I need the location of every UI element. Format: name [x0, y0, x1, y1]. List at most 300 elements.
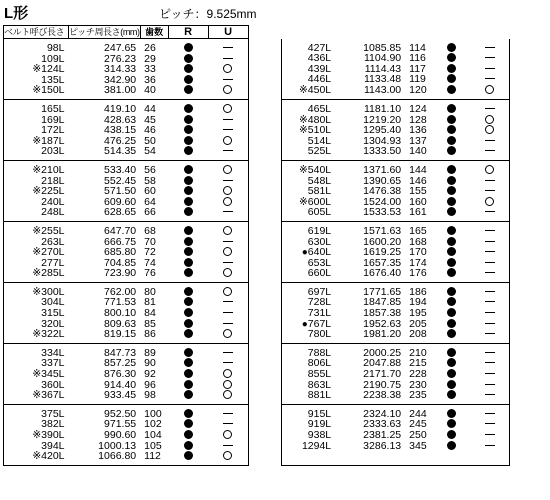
- table-row-group: [4, 39, 510, 100]
- belt-name: 806L: [307, 357, 332, 370]
- belt-name: ※187L: [32, 134, 65, 147]
- symbol-line: [168, 308, 208, 319]
- left-pitch-length-cell: [69, 282, 141, 343]
- right-belt-length-cell: [281, 343, 335, 404]
- symbol-line: [208, 85, 248, 96]
- left-pitch-length-cell: [69, 221, 141, 282]
- right-teeth-cell: [405, 282, 431, 343]
- left-belt-length-cell: [4, 221, 69, 282]
- belt-name: ※285L: [32, 267, 65, 280]
- left-r-cell: [168, 160, 208, 221]
- teeth-count: 54: [144, 145, 156, 158]
- pitch-label: ピッチ：9.525mm: [159, 7, 257, 21]
- left-u-cell: [208, 282, 248, 343]
- pitch-length: 847.73: [104, 346, 137, 359]
- filled-circle-icon: [447, 287, 456, 296]
- symbol-line: [431, 319, 471, 330]
- belt-name: ※210L: [32, 163, 65, 176]
- left-r-cell: [168, 343, 208, 404]
- belt-name: ※150L: [32, 84, 65, 97]
- dash-icon: [223, 47, 233, 48]
- symbol-line: [431, 287, 471, 298]
- pitch-length: 2381.25: [363, 429, 402, 441]
- teeth-count: 136: [409, 124, 427, 137]
- left-r-cell: [168, 99, 208, 160]
- dash-icon: [223, 352, 233, 353]
- belt-name: ※124L: [32, 63, 65, 76]
- dash-icon: [485, 211, 495, 212]
- pitch-length: 1476.38: [363, 185, 402, 198]
- pitch-length: 1857.38: [363, 307, 402, 320]
- teeth-count: 170: [409, 246, 427, 259]
- right-u-cell: [471, 282, 509, 343]
- teeth-count: 230: [409, 378, 427, 391]
- filled-circle-icon: [184, 451, 193, 460]
- symbol-line: [208, 176, 248, 187]
- filled-circle-icon: [184, 125, 193, 134]
- teeth-count: 140: [409, 145, 427, 158]
- dash-icon: [485, 413, 495, 414]
- dash-icon: [223, 413, 233, 414]
- right-belt-length-cell: [281, 39, 335, 100]
- pitch-length: 428.63: [104, 113, 137, 126]
- right-teeth-cell: [405, 343, 431, 404]
- symbol-line: [431, 237, 471, 248]
- symbol-line: [208, 390, 248, 401]
- teeth-count: 155: [409, 185, 427, 198]
- teeth-count: 74: [144, 256, 156, 269]
- pitch-length: 914.40: [104, 378, 137, 391]
- dash-icon: [223, 262, 233, 263]
- right-pitch-length-cell: [335, 282, 405, 343]
- belt-name: 165L: [41, 102, 65, 115]
- filled-circle-icon: [184, 287, 193, 296]
- pitch-length: 819.15: [104, 328, 137, 341]
- filled-circle-icon: [447, 380, 456, 389]
- filled-circle-icon: [447, 268, 456, 277]
- teeth-count: 64: [144, 195, 156, 208]
- symbol-line: [168, 287, 208, 298]
- belt-name: 919L: [307, 418, 332, 431]
- belt-size-table: [3, 25, 510, 466]
- belt-name: 465L: [307, 102, 332, 115]
- pitch-length: 438.15: [104, 124, 137, 137]
- symbol-line: [431, 419, 471, 430]
- right-r-cell: [431, 99, 471, 160]
- belt-name: 382L: [41, 418, 65, 431]
- pitch-length: 1066.80: [98, 450, 137, 463]
- filled-circle-icon: [184, 165, 193, 174]
- teeth-count: 161: [409, 206, 427, 219]
- dash-icon: [485, 190, 495, 191]
- symbol-line: [168, 409, 208, 420]
- symbol-line: [431, 43, 471, 54]
- teeth-count: 44: [144, 102, 156, 115]
- pitch-length: 1133.48: [363, 73, 402, 86]
- right-belt-length-cell: [281, 99, 335, 160]
- belt-length: [4, 146, 65, 157]
- belt-name: 548L: [307, 174, 332, 187]
- symbol-line: [168, 64, 208, 75]
- filled-circle-icon: [184, 247, 193, 256]
- teeth-count: 120: [409, 83, 427, 96]
- table-header: [4, 26, 510, 39]
- pitch-length: 1676.40: [363, 267, 402, 280]
- pitch-length: 933.45: [104, 389, 137, 402]
- filled-circle-icon: [184, 197, 193, 206]
- symbol-line: [208, 308, 248, 319]
- teeth-count: 345: [409, 439, 427, 452]
- header-belt-length: ベルト呼び長さ: [4, 26, 69, 39]
- symbol-line: [208, 297, 248, 308]
- filled-circle-icon: [447, 390, 456, 399]
- filled-circle-icon: [447, 237, 456, 246]
- belt-name: 640L: [307, 246, 332, 259]
- belt-name: 653L: [307, 256, 332, 269]
- pitch-length: 1952.63: [363, 317, 402, 330]
- dash-icon: [485, 68, 495, 69]
- symbol-line: [471, 329, 509, 340]
- symbol-line: [471, 136, 509, 147]
- symbol-line: [471, 125, 509, 136]
- right-teeth-cell: [405, 221, 431, 282]
- symbol-line: [471, 207, 509, 218]
- symbol-line: [168, 258, 208, 269]
- symbol-line: [168, 268, 208, 279]
- filled-circle-icon: [184, 430, 193, 439]
- symbol-line: [168, 419, 208, 430]
- right-pitch-length-cell: [335, 343, 405, 404]
- dash-icon: [485, 362, 495, 363]
- right-u-cell: [471, 160, 509, 221]
- left-u-cell: [208, 343, 248, 404]
- pitch-length: 1114.43: [364, 62, 402, 75]
- symbol-line: [471, 419, 509, 430]
- pitch-length: 2190.75: [363, 378, 402, 391]
- symbol-line: [168, 369, 208, 380]
- left-pitch-length-cell: [69, 404, 141, 465]
- symbol-line: [431, 176, 471, 187]
- dash-icon: [485, 272, 495, 273]
- pitch-length: 533.40: [104, 163, 137, 176]
- pitch-length: 1371.60: [363, 163, 402, 176]
- header-pitch-length: ピッチ周長さ(mm): [69, 26, 140, 37]
- symbol-line: [208, 75, 248, 86]
- symbol-line: [208, 287, 248, 298]
- belt-name: 780L: [307, 328, 332, 341]
- dash-icon: [485, 423, 495, 424]
- symbol-line: [471, 348, 509, 359]
- dash-icon: [223, 180, 233, 181]
- symbol-line: [208, 258, 248, 269]
- symbol-line: [208, 125, 248, 136]
- symbol-line: [208, 64, 248, 75]
- belt-name: ※345L: [32, 368, 65, 381]
- left-r-cell: [168, 282, 208, 343]
- symbol-line: [208, 186, 248, 197]
- left-belt-length-cell: [4, 404, 69, 465]
- filled-circle-icon: [447, 247, 456, 256]
- teeth-count: 119: [409, 73, 426, 86]
- pitch-length: 704.85: [104, 256, 137, 269]
- belt-name: 360L: [41, 378, 65, 391]
- right-r-cell: [431, 160, 471, 221]
- belt-name: 1294L: [301, 439, 332, 452]
- belt-name: ※255L: [32, 224, 65, 237]
- pitch-length: 685.80: [104, 246, 137, 259]
- symbol-line: [208, 165, 248, 176]
- belt-name: 304L: [41, 296, 65, 309]
- right-teeth-cell: [405, 404, 431, 465]
- filled-circle-icon: [447, 358, 456, 367]
- open-circle-icon: [223, 197, 232, 206]
- open-circle-icon: [223, 136, 232, 145]
- belt-length: [4, 451, 65, 462]
- teeth-count: 50: [144, 134, 156, 147]
- dash-icon: [223, 323, 233, 324]
- symbol-line: [208, 115, 248, 126]
- symbol-line: [168, 441, 208, 452]
- symbol-line: [431, 165, 471, 176]
- symbol-line: [168, 54, 208, 65]
- open-circle-icon: [223, 186, 232, 195]
- pitch-length: 1219.20: [363, 113, 402, 126]
- filled-circle-icon: [447, 146, 456, 155]
- teeth-count: 90: [144, 357, 156, 370]
- right-u-cell: [471, 99, 509, 160]
- right-u-cell: [471, 343, 509, 404]
- belt-length: [4, 268, 65, 279]
- teeth-count: 72: [144, 246, 156, 259]
- dash-icon: [485, 241, 495, 242]
- symbol-line: [431, 207, 471, 218]
- filled-circle-icon: [184, 268, 193, 277]
- symbol-line: [471, 258, 509, 269]
- open-circle-icon: [485, 115, 494, 124]
- symbol-line: [471, 308, 509, 319]
- belt-name: ※300L: [32, 285, 65, 298]
- symbol-line: [168, 186, 208, 197]
- filled-circle-icon: [184, 358, 193, 367]
- marker-icon: ●: [301, 247, 308, 259]
- pitch-length: 1390.65: [363, 174, 402, 187]
- dash-icon: [485, 108, 495, 109]
- filled-circle-icon: [184, 226, 193, 235]
- belt-name: 218L: [41, 174, 65, 187]
- table-row-group: [4, 99, 510, 160]
- right-r-cell: [431, 404, 471, 465]
- pitch-length: 1847.85: [363, 296, 402, 309]
- belt-name: ※390L: [32, 429, 65, 441]
- symbol-line: [431, 390, 471, 401]
- pitch-length: 647.70: [104, 224, 137, 237]
- pitch-length: 1304.93: [363, 134, 402, 147]
- header-r: R: [168, 26, 208, 39]
- pitch-length: 276.23: [104, 52, 137, 65]
- left-r-cell: [168, 221, 208, 282]
- belt-length: [282, 268, 332, 279]
- teeth-count: 128: [409, 113, 427, 126]
- filled-circle-icon: [447, 409, 456, 418]
- belt-length: [282, 329, 332, 340]
- symbol-line: [471, 390, 509, 401]
- teeth-count: 45: [144, 113, 156, 126]
- dash-icon: [223, 301, 233, 302]
- filled-circle-icon: [447, 207, 456, 216]
- pitch-length: 3286.13: [363, 439, 402, 452]
- teeth-count: 70: [144, 235, 156, 248]
- filled-circle-icon: [447, 186, 456, 195]
- open-circle-icon: [485, 85, 494, 94]
- open-circle-icon: [223, 380, 232, 389]
- right-pitch-length-cell: [335, 221, 405, 282]
- pitch-length: 2238.38: [363, 389, 402, 402]
- open-circle-icon: [223, 226, 232, 235]
- teeth-count: 92: [144, 368, 156, 381]
- right-r-cell: [431, 343, 471, 404]
- dash-icon: [223, 79, 233, 80]
- belt-name: 240L: [41, 195, 65, 208]
- teeth-count: 116: [409, 52, 426, 65]
- belt-name: 135L: [41, 73, 65, 86]
- teeth-count: 104: [144, 429, 162, 441]
- dash-icon: [485, 323, 495, 324]
- teeth-count: 84: [144, 307, 156, 320]
- filled-circle-icon: [447, 53, 456, 62]
- symbol-line: [471, 369, 509, 380]
- open-circle-icon: [223, 104, 232, 113]
- filled-circle-icon: [184, 115, 193, 124]
- symbol-line: [431, 64, 471, 75]
- belt-name: 728L: [307, 296, 332, 309]
- belt-name: 315L: [41, 307, 65, 320]
- teeth-count: 29: [144, 52, 156, 65]
- symbol-line: [208, 441, 248, 452]
- pitch-length: 971.55: [104, 418, 137, 431]
- belt-name: 863L: [307, 378, 332, 391]
- teeth-count: 36: [144, 73, 156, 86]
- symbol-line: [168, 43, 208, 54]
- left-u-cell: [208, 99, 248, 160]
- right-u-cell: [471, 39, 509, 100]
- belt-name: 248L: [41, 206, 65, 219]
- table-row-group: [4, 282, 510, 343]
- symbol-line: [471, 197, 509, 208]
- pitch-length: 342.90: [104, 73, 137, 86]
- filled-circle-icon: [184, 85, 193, 94]
- teeth-count: 174: [409, 256, 427, 269]
- belt-length: [4, 390, 65, 401]
- symbol-line: [431, 358, 471, 369]
- symbol-line: [168, 165, 208, 176]
- filled-circle-icon: [447, 125, 456, 134]
- teeth-count: 68: [144, 224, 156, 237]
- open-circle-icon: [223, 451, 232, 460]
- symbol-line: [431, 329, 471, 340]
- pitch-length: 762.00: [104, 285, 137, 298]
- symbol-line: [168, 197, 208, 208]
- filled-circle-icon: [184, 297, 193, 306]
- pitch-length: 2000.25: [363, 346, 402, 359]
- symbol-line: [168, 207, 208, 218]
- symbol-line: [208, 329, 248, 340]
- symbol-line: [208, 136, 248, 147]
- left-teeth-cell: [140, 221, 168, 282]
- pitch-length: 666.75: [104, 235, 137, 248]
- pitch-length: 1571.63: [363, 224, 402, 237]
- teeth-count: 114: [409, 41, 426, 54]
- symbol-line: [471, 43, 509, 54]
- symbol-line: [471, 115, 509, 126]
- teeth-count: 144: [409, 163, 427, 176]
- dash-icon: [485, 394, 495, 395]
- pitch-length: 1143.00: [363, 83, 402, 96]
- teeth-count: 85: [144, 317, 156, 330]
- belt-name: 697L: [307, 285, 332, 298]
- pitch-length: 476.25: [104, 134, 137, 147]
- symbol-line: [168, 247, 208, 258]
- symbol-line: [168, 115, 208, 126]
- filled-circle-icon: [184, 348, 193, 357]
- pitch-length: 723.90: [104, 267, 137, 280]
- symbol-line: [471, 146, 509, 157]
- symbol-line: [168, 104, 208, 115]
- belt-name: 731L: [307, 307, 332, 320]
- open-circle-icon: [223, 287, 232, 296]
- right-pitch-length-cell: [335, 99, 405, 160]
- filled-circle-icon: [184, 409, 193, 418]
- dash-icon: [485, 434, 495, 435]
- dash-icon: [485, 262, 495, 263]
- teeth-count: 60: [144, 185, 156, 198]
- belt-length: [4, 329, 65, 340]
- filled-circle-icon: [184, 319, 193, 328]
- filled-circle-icon: [184, 64, 193, 73]
- teeth-count: 46: [144, 124, 156, 137]
- belt-name: 514L: [307, 134, 332, 147]
- dash-icon: [223, 241, 233, 242]
- right-belt-length-cell: [281, 160, 335, 221]
- filled-circle-icon: [447, 43, 456, 52]
- dash-icon: [485, 251, 495, 252]
- filled-circle-icon: [184, 419, 193, 428]
- left-u-cell: [208, 160, 248, 221]
- teeth-count: 215: [409, 357, 427, 370]
- dash-icon: [485, 384, 495, 385]
- belt-name: 938L: [307, 429, 332, 441]
- filled-circle-icon: [447, 197, 456, 206]
- pitch-length: 552.45: [104, 174, 137, 187]
- teeth-count: 235: [409, 389, 427, 402]
- belt-name: 337L: [41, 357, 65, 370]
- teeth-count: 117: [409, 62, 426, 75]
- belt-name: 581L: [307, 185, 332, 198]
- teeth-count: 76: [144, 267, 156, 280]
- symbol-line: [168, 237, 208, 248]
- symbol-line: [208, 358, 248, 369]
- symbol-line: [471, 268, 509, 279]
- symbol-line: [208, 43, 248, 54]
- pitch-length: 609.60: [104, 195, 137, 208]
- header-u: U: [208, 26, 248, 39]
- pitch-length: 809.63: [104, 317, 137, 330]
- symbol-line: [471, 319, 509, 330]
- teeth-count: 250: [409, 429, 427, 441]
- right-teeth-cell: [405, 99, 431, 160]
- teeth-count: 96: [144, 378, 156, 391]
- pitch-length: 1657.35: [363, 256, 402, 269]
- right-pitch-length-cell: [335, 160, 405, 221]
